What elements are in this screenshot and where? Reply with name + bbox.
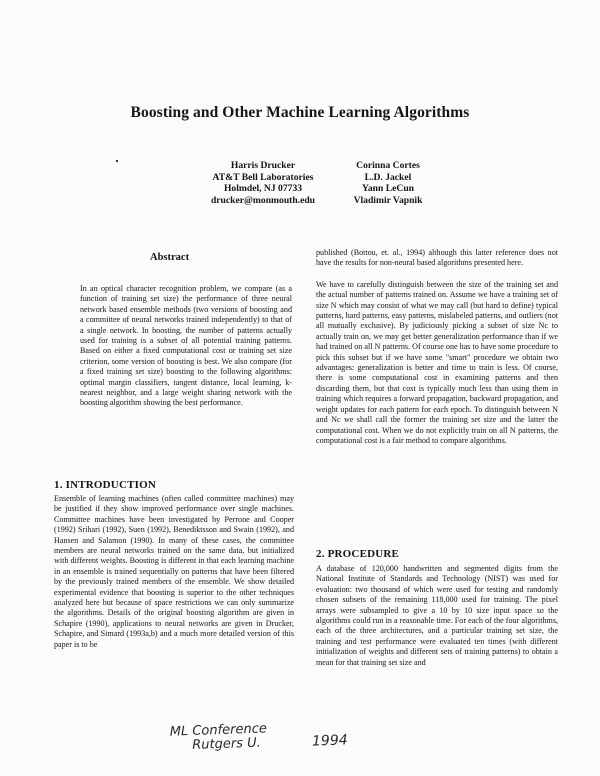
procedure-body <box>316 564 558 668</box>
procedure-text: A database of 120,000 handwritten and segmented digits from the National Institute of Standards and Technology (NIST) was used for evaluation: two thousand of which were used for testing and randomly chosen subsets of the remaining 118,000 used for training. The pixel arrays were subsampled to give a 10 by 10 size input space so the algorithms could run in a reasonable time. For each of the four algorithms, each of the three architectures, and a particular training set size, the training and test performance were evaluated ten times (with different initialization of weights and different sets of training patterns) to obtain a mean for that training set size and <box>316 564 558 667</box>
author-affiliation: AT&T Bell Laboratories <box>212 171 314 183</box>
author-email: drucker@monmouth.edu <box>210 194 316 206</box>
author-location: Holmdel, NJ 07733 <box>223 183 303 194</box>
handwritten-line: Rutgers U. <box>191 735 261 753</box>
abstract-heading: Abstract <box>150 252 190 263</box>
introduction-body <box>54 494 294 650</box>
handwritten-line: ML Conference <box>169 721 268 740</box>
handwritten-note <box>170 722 268 753</box>
author-name: L.D. Jackel <box>364 171 412 183</box>
handwritten-year: 1994 <box>311 732 348 750</box>
procedure-heading: 2. PROCEDURE <box>316 548 400 560</box>
author-name: Harris Drucker <box>230 160 296 171</box>
abstract-text: In an optical character recognition problem, we compare (as a function of training set size) the performance of three neural network based ensemble methods (two versions of boosting and a committee of neural networks trained independently) to that of a single network. In boosting, the number of patterns actually used for training is a subset of all potential training patterns. Based on either a fixed computational cost or training set size criterion, some version of boosting is best. We also compare (for a fixed training set size) boosting to the following algorithms: optimal margin classifiers, tangent distance, local learning, k-nearest neighbor, and a large weight sharing network with the boosting algorithm showing the best performance. <box>80 284 292 408</box>
paper-title: Boosting and Other Machine Learning Algorithms <box>130 104 470 121</box>
introduction-text: Ensemble of learning machines (often called committee machines) may be justified if they show improved performance over single machines. Committee machines have been investigated by Perrone and Cooper (1992) Srihari (1992), Suen (1992), Benediktsson and Swain (1992), and Hansen and Salamon (1990). In many of these cases, the committee members are neural networks trained on the same data, but initialized with different weights. Boosting is different in that each learning machine in an ensemble is trained sequentially on patterns that have been filtered by the previously trained members of the ensemble. We show detailed experimental evidence that boosting is superior to the other techniques analyzed here but because of space restrictions we can only summarize the algorithms. Details of the original boosting algorithm are given in Schapire (1990), applications to neural networks are given in Drucker, Schapire, and Simard (1993a,b) and a much more detailed version of this paper is to be <box>54 494 294 649</box>
author-block-left <box>188 160 338 206</box>
paragraph-training-set: We have to carefully distinguish between the size of the training set and the actual number of patterns trained on. Assume we have a training set of size N which may consist of what we may call (but hard to define) typical patterns, hard patterns, easy patterns, mislabeled patterns, and outliers (not all mutually exclusive). By judiciously picking a subset of size Nc to actually train on, we may get better generalization performance than if we had trained on all N patterns. Of course one has to have some procedure to pick this subset but if we have some "smart" procedure we obtain two advantages: generalization is better and time to train is less. Of course, there is some computational cost in examining patterns and then discarding them, but that cost is typically much less than using them in training which requires a forward propagation, backward propagation, and weight updates for each pattern for each epoch. To distinguish between N and Nc we shall call the former the training set size and the latter the computational cost. When we do not explicitly train on all N patterns, the computational cost is a fair method to compare algorithms. <box>316 279 558 445</box>
abstract-body <box>80 284 292 409</box>
introduction-heading: 1. INTRODUCTION <box>54 479 157 491</box>
author-block-right <box>328 160 448 206</box>
author-name: Yann LeCun <box>362 183 414 194</box>
continuation-text: published (Bottou, et. al., 1994) although this latter reference does not have the results for non-neural based algorithms presented here. <box>316 248 558 268</box>
scan-speck <box>116 160 118 162</box>
right-column <box>316 248 558 446</box>
author-name: Corinna Cortes <box>356 160 420 171</box>
author-name: Vladimir Vapnik <box>353 194 423 206</box>
